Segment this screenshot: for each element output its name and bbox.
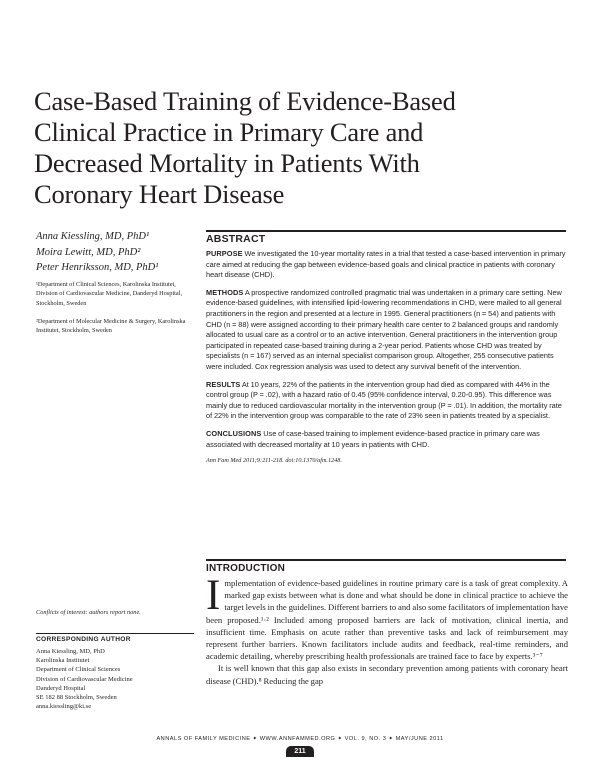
article-title: Case-Based Training of Evidence-Based Clinical Practice in Primary Care and Decreased Mortality in Patients With Coronary Heart Disease [34,86,456,209]
abstract-methods [206,288,568,373]
introduction-divider [206,559,566,561]
page-number-badge: 211 [286,746,314,757]
corresponding-line: Danderyd Hospital [36,684,86,692]
abstract-body [206,249,568,464]
abstract-purpose [206,249,568,281]
abstract-results [206,380,568,422]
affiliation: ²Department of Molecular Medicine & Surgery, Karolinska Institutet, Stockholm, Sweden [36,317,186,335]
corresponding-author-details [36,647,196,711]
drop-cap: I [206,572,221,619]
introduction-paragraph: It is well known that this gap also exists in secondary prevention among patients with coronary heart disease (CHD).⁸ Reducing the gap [206,663,568,686]
citation: Ann Fam Med 2011;9:211-218. doi:10.1370/afm.1248. [206,457,342,465]
affiliation: ¹Department of Clinical Sciences, Karolinska Institutet, Division of Cardiovascular Medicine, Danderyd Hospital, Stockholm, Sweden [36,281,183,307]
introduction-heading: INTRODUCTION [206,563,286,574]
corresponding-line: Division of Cardiovascular Medicine [36,675,133,683]
section-label: PURPOSE [206,249,243,258]
author-name: Peter Henriksson, MD, PhD¹ [36,262,159,273]
corresponding-line: Anna Kiessling, MD, PhD [36,648,105,655]
section-text: A prospective randomized controlled pragmatic trial was undertaken in a primary care setting. New evidence-based guidelines, with intensified lipid-lowering recommendations in CHD, were mailed to all general practitioners in the region and presented at a lecture in 1995. General practitioners (n = 54) and patients with CHD (n = 88) were assigned according to their primary health care center to 2 balanced groups and randomly allocated to usual care as a control or to an active intervention. General practitioners in the intervention group participated in repeated case-based training during a 2-year period. Patients whose CHD was treated by specialists (n = 167) served as an internal specialist comparison group. Altogether, 255 consecutive patients were included. Cox regression analysis was used to detect any survival benefit of the intervention. [206,287,562,371]
abstract-conclusions [206,429,568,450]
abstract-heading: ABSTRACT [206,233,266,245]
abstract-divider [206,230,566,232]
section-label: CONCLUSIONS [206,428,262,438]
corresponding-email[interactable]: anna.kiessling@ki.se [36,703,92,711]
author-list [36,229,196,276]
section-text: Use of case-based training to implement evidence-based practice in primary care was associated with decreased mortality at 10 years in patients with CHD. [206,428,540,449]
corresponding-author-heading: CORRESPONDING AUTHOR [36,636,131,643]
journal-footer: ANNALS OF FAMILY MEDICINE ✦ WWW.ANNFAMMED.ORG ✦ VOL. 9, NO. 3 ✦ MAY/JUNE 2011 [156,736,444,742]
section-text: At 10 years, 22% of the patients in the intervention group had died as compared with 44% in the control group (P = .02), with a hazard ratio of 0.45 (95% confidence interval, 0.20-0.95). This difference was mainly due to reduced cardiovascular mortality in the intervention group (P = .01). In addition, the mortality rate of 22% in the intervention group was comparable to the rate of 23% seen in patients treated by a specialist. [206,379,562,421]
conflicts-of-interest: Conflicts of interest: authors report none. [36,609,141,616]
corresponding-line: Department of Clinical Sciences [36,666,121,674]
section-label: RESULTS [206,379,241,389]
corresponding-line: Karolinska Institutet [36,657,90,665]
affiliation-list [36,280,194,344]
section-label: METHODS [206,287,244,297]
section-text: We investigated the 10-year mortality rates in a trial that tested a case-based intervention in primary care aimed at reducing the gap between evidence-based goals and clinical practice in patients with coronary heart disease (CHD). [206,249,566,280]
author-name: Anna Kiessling, MD, PhD¹ [36,231,150,242]
corresponding-line: SE 182 88 Stockholm, Sweden [36,694,117,702]
introduction-body [206,572,568,687]
introduction-paragraph [206,572,568,662]
paragraph-text: mplementation of evidence-based guidelines in routine primary care is a task of great complexity. A marked gap exists between what is done and what should be done in clinical practice to achieve the target levels in the guidelines. Different barriers to and also some facilitators of implementation have been proposed.¹·² Included among proposed barriers are lack of motivation, clinical inertia, and insufficient time. Emphasis on acute rather than preventive tasks and lack of reimbursement may represent further barriers. Known facilitators include audits and feedback, real-time reminders, and academic detailing, whereby prescribing health professionals are trained face to face by experts.³⁻⁷ [206,578,568,662]
corresponding-divider [36,633,194,634]
author-name: Moira Lewitt, MD, PhD² [36,246,141,258]
